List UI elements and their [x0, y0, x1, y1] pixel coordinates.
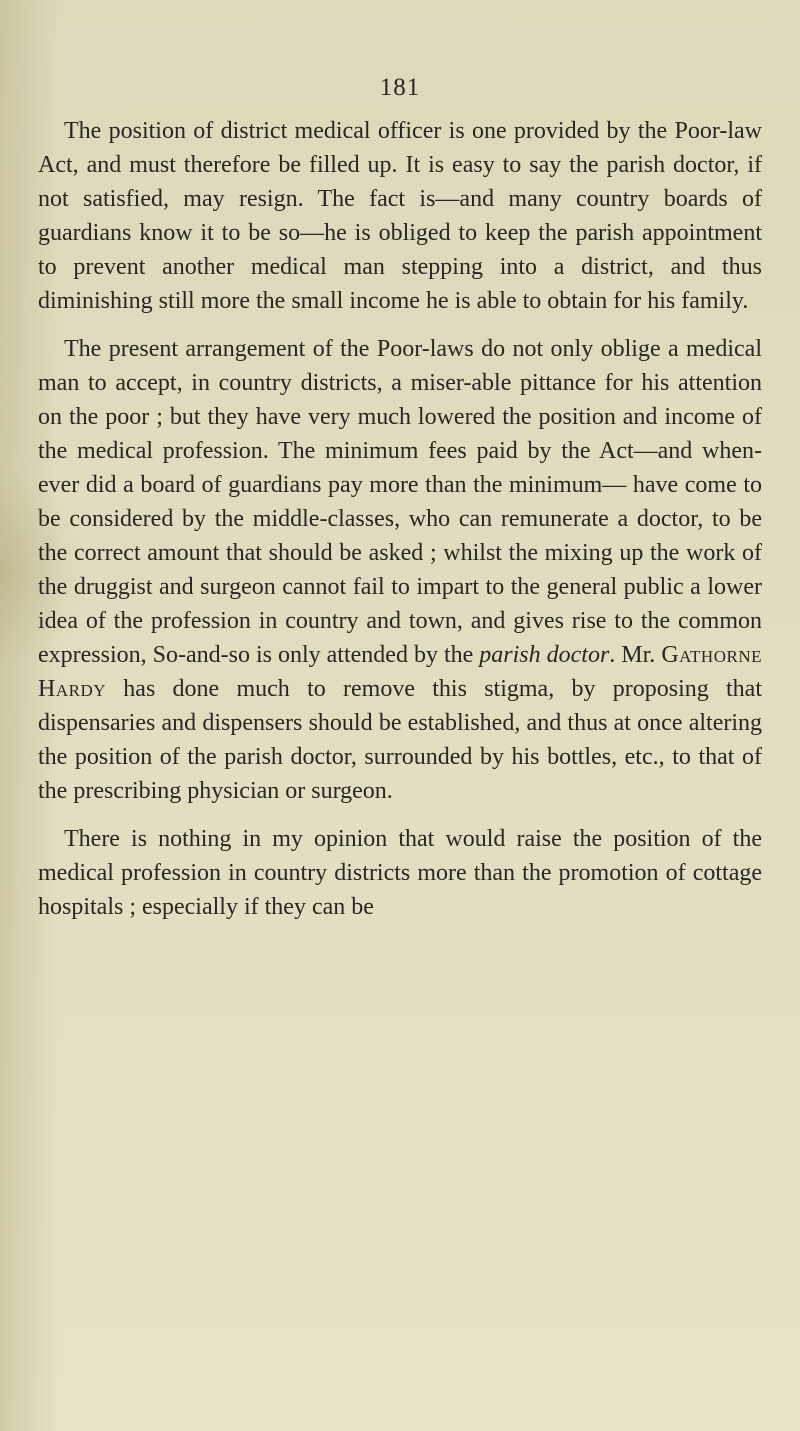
paragraph-2-mid: . Mr. [609, 642, 662, 668]
paragraph-2 [38, 332, 762, 808]
person-name: Gathorne Hardy [38, 642, 762, 702]
paragraph-2-end: has done much to remove this stigma, by proposing that dispensaries and dispensers should be established, and thus at once altering the position of the parish doctor, surrounded by his bottles, etc., to that of the prescribing physician or surgeon. [38, 676, 762, 804]
paragraph-2-text: The present arrangement of the Poor-laws do not only oblige a medical man to accept, in country districts, a miser-able pittance for his attention on the poor ; but they have very much lowered the position and income of the medical profession. The minimum fees paid by the Act—and when-ever did a board of guardians pay more than the minimum— have come to be considered by the middle-classes, who can remunerate a doctor, to be the correct amount that should be asked ; whilst the mixing up the work of the druggist and surgeon cannot fail to impart to the general public a lower idea of the profession in country and town, and gives rise to the common expression, So-and-so is only attended by the [38, 336, 762, 668]
paragraph-1: The position of district medical officer is one provided by the Poor-law Act, and must therefore be filled up. It is easy to say the parish doctor, if not satisfied, may resign. The fact is—and many country boards of guardians know it to be so—he is obliged to keep the parish appointment to prevent another medical man stepping into a district, and thus diminishing still more the small income he is able to obtain for his family. [38, 118, 762, 314]
body-text [38, 114, 762, 938]
paragraph-3: There is nothing in my opinion that would raise the position of the medical profession in country districts more than the promotion of cottage hospitals ; especially if they can be [38, 826, 762, 920]
italic-parish-doctor: parish doctor [479, 642, 610, 668]
page-number: 181 [379, 74, 421, 101]
